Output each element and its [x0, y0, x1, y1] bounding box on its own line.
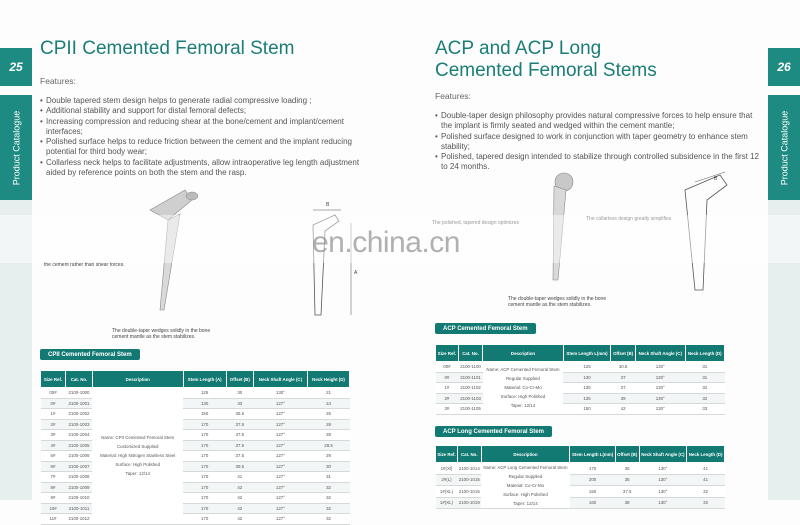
table-cell: 170 — [183, 419, 226, 430]
description-line: Customized Supplied — [116, 444, 159, 450]
table-cell: 37.5 — [226, 430, 253, 441]
table-cell: 127° — [253, 409, 307, 420]
table-row — [436, 404, 725, 415]
table-cell: 170 — [183, 503, 226, 514]
table-cell: 150 — [570, 486, 616, 498]
col-header: Stem Length L(mm) — [563, 345, 610, 362]
col-header: Description — [92, 371, 183, 388]
table-row — [436, 463, 725, 475]
left-page-title: CPII Cemented Femoral Stem — [40, 38, 295, 59]
description-line: Surface: High Polished — [503, 492, 548, 497]
table-cell: 37.5 — [615, 486, 639, 498]
col-header: Neck Height (D) — [308, 371, 350, 388]
table-row — [41, 409, 350, 420]
col-header: Cat. No. — [458, 345, 482, 362]
description-cell — [481, 463, 570, 509]
table-cell: 32 — [685, 393, 724, 404]
table-cell: 33 — [685, 404, 724, 415]
right-page-title: ACP and ACP Long Cemented Femoral Stems — [435, 38, 657, 81]
left-page-number: 25 — [0, 48, 32, 86]
col-header: Offset (B) — [226, 371, 253, 388]
table-cell: 26 — [308, 409, 350, 420]
table-cell: 127° — [253, 472, 307, 483]
table-cell: 00# — [436, 362, 459, 373]
table-cell: 127° — [253, 461, 307, 472]
col-header: Stem Length L(mm) — [570, 446, 616, 463]
description-line: Taper: 12/14 — [513, 501, 538, 506]
table-cell: 127° — [253, 503, 307, 514]
description-line: Name: CPII Cemented Femoral Stem — [101, 435, 175, 441]
table-cell: 127° — [253, 440, 307, 451]
feature-item: • Double tapered stem design helps to generate radial compressive loading ; — [40, 96, 375, 106]
table-row — [436, 474, 725, 486]
left-caption-b: The double-taper wedges solidly in the bone cement mantle as the stem stabilizes. — [112, 328, 211, 340]
table-cell: 2100-1003 — [66, 419, 93, 430]
col-header: Size Ref. — [436, 345, 459, 362]
table-cell: 2100-1000 — [66, 388, 93, 399]
table-cell: 2100-1005 — [66, 440, 93, 451]
feature-item: • Polished, tapered design intended to stabilize through controlled subsidence in the first 12 to 24 months. — [435, 152, 765, 173]
table-cell: 130° — [635, 393, 685, 404]
table-row — [41, 482, 350, 493]
table-cell: 170 — [183, 493, 226, 504]
table-cell: 2100-1015 — [457, 474, 481, 486]
table-cell: 37.5 — [226, 419, 253, 430]
col-header: Description — [483, 345, 564, 362]
left-dimension-b: B — [326, 202, 330, 208]
table-cell: 32 — [687, 497, 725, 509]
right-table2-title: ACP Long Cemented Femoral Stem — [435, 426, 552, 437]
table-cell: 35.5 — [226, 409, 253, 420]
table-cell: 1#(XL) — [436, 497, 458, 509]
table-cell: 2100-1002 — [66, 409, 93, 420]
table-cell: 3# — [41, 430, 66, 441]
table-cell: 2100-1006 — [66, 451, 93, 462]
table-row — [41, 493, 350, 504]
right-spec-table-1 — [435, 344, 725, 415]
feature-item: • Double-taper design philosophy provides natural compressive forces to help ensure that the implant is firmly seated and wedged within the cement mantle; — [435, 111, 765, 132]
table-cell: 2100-1009 — [66, 482, 93, 493]
table-cell: 00# — [41, 388, 66, 399]
table-cell: 127° — [253, 419, 307, 430]
table-cell: 4# — [41, 440, 66, 451]
right-table1-title: ACP Cemented Femoral Stem — [435, 323, 536, 334]
description-line: Material: High Nitrogen Stainless Steel — [100, 453, 176, 459]
table-cell: 2#(L) — [436, 474, 458, 486]
left-features-label: Features: — [40, 76, 76, 86]
col-header: Stem Length (A) — [183, 371, 226, 388]
table-row — [41, 398, 350, 409]
feature-item: • Polished surface helps to reduce friction between the cement and the implant reducing potential for third body wear; — [40, 137, 375, 158]
col-header: Offset (B) — [615, 446, 639, 463]
table-cell: 170 — [183, 440, 226, 451]
table-cell: 35 — [615, 463, 639, 475]
table-cell: 32 — [308, 514, 350, 525]
table-cell: 160 — [570, 497, 616, 509]
table-cell: 31 — [308, 472, 350, 483]
col-header: Neck Shaft Angle (C) — [639, 446, 687, 463]
table-row — [41, 451, 350, 462]
table-cell: 0# — [41, 398, 66, 409]
table-row — [41, 440, 350, 451]
table-cell: 2100-1012 — [66, 514, 93, 525]
table-cell: 39.5 — [226, 461, 253, 472]
table-cell: 170 — [183, 430, 226, 441]
table-cell: 125 — [183, 388, 226, 399]
table-cell: 41 — [226, 472, 253, 483]
table-cell: 2100-1011 — [66, 503, 93, 514]
table-cell: 2# — [436, 393, 459, 404]
watermark-text: en.china.cn — [312, 226, 460, 259]
table-cell: 28.5 — [308, 440, 350, 451]
right-caption-b: The collarless design greatly simplifies — [586, 216, 672, 222]
table-cell: 200 — [570, 474, 616, 486]
table-cell: 170 — [183, 472, 226, 483]
left-side-tab[interactable]: Product Catalogue — [0, 95, 32, 200]
table-cell: 30 — [226, 388, 253, 399]
description-line: Taper: 12/14 — [125, 471, 150, 477]
table-cell: 31 — [685, 372, 724, 383]
table-cell: 135 — [563, 383, 610, 394]
feature-item: • Additional stability and support for distal femoral defects; — [40, 106, 375, 116]
table-cell: 30 — [308, 461, 350, 472]
table-cell: 2100-1010 — [66, 493, 93, 504]
table-cell: 37 — [611, 372, 636, 383]
table-cell: 170 — [183, 514, 226, 525]
table-cell: 127° — [253, 493, 307, 504]
table-cell: 130° — [639, 463, 687, 475]
table-cell: 2100-1103 — [458, 393, 482, 404]
table-cell: 2100-1001 — [66, 398, 93, 409]
table-cell: 32 — [308, 493, 350, 504]
table-row — [41, 430, 350, 441]
table-cell: 130° — [635, 372, 685, 383]
table-cell: 130 — [183, 398, 226, 409]
left-spec-table — [40, 370, 350, 525]
table-cell: 125 — [563, 362, 610, 373]
table-cell: 135 — [563, 393, 610, 404]
table-cell: 127° — [253, 398, 307, 409]
col-header: Size Ref. — [41, 371, 66, 388]
description-line: Surface: High Polished — [500, 394, 546, 400]
description-cell — [92, 388, 183, 525]
table-cell: 2100-1007 — [66, 461, 93, 472]
table-cell: 130° — [639, 497, 687, 509]
table-row — [436, 372, 725, 383]
right-feature-list — [435, 111, 765, 173]
table-cell: 130° — [639, 486, 687, 498]
description-line: Material: Co-Cr-Mo — [504, 385, 542, 391]
table-cell: 130° — [639, 474, 687, 486]
table-cell: 42 — [226, 482, 253, 493]
table-cell: 1#(XL) — [436, 486, 458, 498]
feature-item: • Collarless neck helps to facilitate adjustments, allow intraoperative leg length adjustment aided by reference points on both the stem and the rasp. — [40, 158, 375, 179]
table-row — [41, 419, 350, 430]
table-cell: 170 — [570, 463, 616, 475]
feature-item: • Increasing compression and reducing shear at the bone/cement and implant/cement interfaces; — [40, 117, 375, 138]
table-cell: 1#(Xl) — [436, 463, 458, 475]
table-cell: 28 — [308, 430, 350, 441]
table-row — [41, 472, 350, 483]
table-cell: 31 — [685, 362, 724, 373]
description-line: Regular Supplied — [508, 474, 543, 479]
col-header: Neck Shaft Angle (C) — [635, 345, 685, 362]
table-row — [436, 393, 725, 404]
table-cell: 42 — [611, 404, 636, 415]
table-cell: 150 — [563, 404, 610, 415]
table-cell: 37.5 — [226, 451, 253, 462]
right-features-label: Features: — [435, 91, 471, 101]
right-dimension-b: B — [714, 176, 718, 182]
table-cell: 170 — [183, 451, 226, 462]
table-cell: 24 — [308, 398, 350, 409]
col-header: Neck Length (D) — [685, 345, 724, 362]
table-cell: 2# — [41, 419, 66, 430]
table-cell: 37 — [611, 383, 636, 394]
table-cell: 2100-1019 — [457, 497, 481, 509]
table-cell: 42 — [226, 514, 253, 525]
description-line: Taper: 12/14 — [510, 403, 536, 409]
table-row — [41, 503, 350, 514]
left-table-title: CPII Cemented Femoral Stem — [40, 349, 140, 360]
col-header: Cat. No. — [457, 446, 481, 463]
col-header: Size Ref. — [436, 446, 458, 463]
table-cell: 2100-1016 — [457, 486, 481, 498]
table-cell: 9# — [41, 493, 66, 504]
description-line: Surface: High Polished — [115, 462, 161, 468]
left-caption-a: the cement rather than shear forces. — [44, 262, 125, 268]
table-cell: 38 — [615, 497, 639, 509]
table-cell: 37.5 — [226, 440, 253, 451]
table-cell: 30.5 — [611, 362, 636, 373]
table-cell: 130° — [253, 388, 307, 399]
table-cell: 11# — [41, 514, 66, 525]
table-cell: 127° — [253, 430, 307, 441]
col-header: Neck Length (D) — [687, 446, 725, 463]
table-cell: 35 — [615, 474, 639, 486]
table-cell: 130° — [635, 383, 685, 394]
description-line: Material: Co-Cr-Mo — [506, 483, 545, 488]
table-cell: 1# — [41, 409, 66, 420]
description-line: Name: ACP Cemented Femoral Stem — [486, 367, 560, 373]
table-cell: 28 — [308, 419, 350, 430]
table-cell: 6# — [41, 461, 66, 472]
table-row — [436, 362, 725, 373]
right-caption-a: The polished, tapered design optimizes — [432, 220, 519, 226]
table-cell: 130 — [563, 372, 610, 383]
table-row — [41, 388, 350, 399]
table-cell: 42 — [226, 503, 253, 514]
table-cell: 32 — [308, 482, 350, 493]
description-line: Name: ACP Long Cemented Femoral Stem — [483, 465, 568, 470]
description-cell — [483, 362, 564, 415]
table-cell: 0# — [436, 372, 459, 383]
col-header: Neck Shaft Angle (C) — [253, 371, 307, 388]
table-cell: 127° — [253, 451, 307, 462]
table-cell: 127° — [253, 514, 307, 525]
table-cell: 7# — [41, 472, 66, 483]
table-cell: 2100-1008 — [66, 472, 93, 483]
table-cell: 3# — [436, 404, 459, 415]
col-header: Description — [481, 446, 570, 463]
table-cell: 41 — [687, 474, 725, 486]
table-cell: 1# — [436, 383, 459, 394]
table-cell: 42 — [226, 493, 253, 504]
table-cell: 2100-1105 — [458, 404, 482, 415]
table-cell: 2100-1004 — [66, 430, 93, 441]
left-feature-list — [40, 96, 375, 178]
table-cell: 170 — [183, 461, 226, 472]
table-cell: 39 — [611, 393, 636, 404]
right-side-tab[interactable]: Product Catalogue — [768, 95, 800, 200]
table-row — [436, 486, 725, 498]
table-cell: 8# — [41, 482, 66, 493]
table-cell: 2100-1014 — [457, 463, 481, 475]
table-cell: 21 — [308, 388, 350, 399]
table-cell: 33 — [226, 398, 253, 409]
table-cell: 10# — [41, 503, 66, 514]
right-page-number: 26 — [768, 48, 800, 86]
right-caption-c: The double-taper wedges solidly in the bone cement mantle as the stem stabilizes. — [508, 296, 607, 308]
table-cell: 32 — [308, 503, 350, 514]
table-cell: 170 — [183, 482, 226, 493]
col-header: Cat. No. — [66, 371, 93, 388]
table-cell: 5# — [41, 451, 66, 462]
table-cell: 32 — [687, 486, 725, 498]
table-row — [41, 461, 350, 472]
table-cell: 2100-1101 — [458, 372, 482, 383]
left-dimension-a: A — [354, 270, 358, 276]
table-cell: 2100-1102 — [458, 383, 482, 394]
table-cell: 29 — [308, 451, 350, 462]
table-cell: 41 — [687, 463, 725, 475]
table-cell: 130° — [635, 362, 685, 373]
feature-item: • Polished surface designed to work in conjunction with taper geometry to enhance stem stability; — [435, 132, 765, 153]
table-cell: 150 — [183, 409, 226, 420]
description-line: Regular Supplied — [506, 376, 540, 382]
table-cell: 2100-1100 — [458, 362, 482, 373]
table-row — [41, 514, 350, 525]
col-header: Offset (B) — [611, 345, 636, 362]
right-spec-table-2 — [435, 445, 725, 509]
table-row — [436, 383, 725, 394]
table-cell: 127° — [253, 482, 307, 493]
table-cell: 32 — [685, 383, 724, 394]
table-cell: 130° — [635, 404, 685, 415]
